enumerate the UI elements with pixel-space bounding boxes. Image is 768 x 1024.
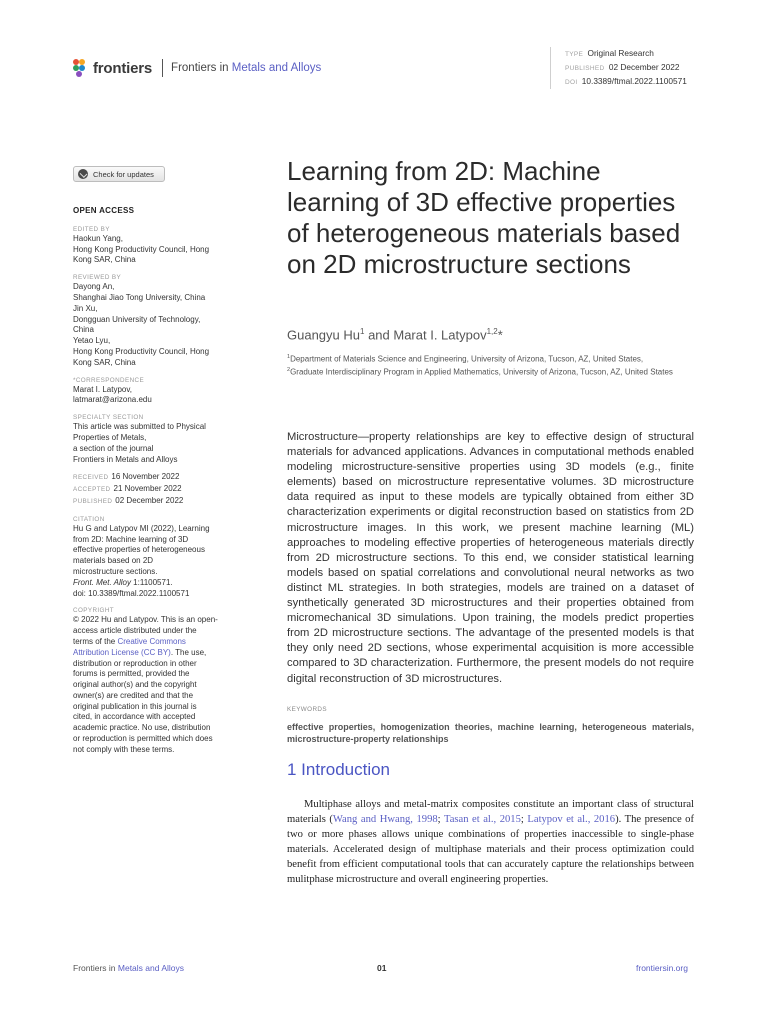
citation: Hu G and Latypov MI (2022), Learning from 2D: Machine learning of 3D effective properties of heterogeneous materials based on 2D microstructure sections. Front. Met. Alloy 1:1100571. doi: 10.3389/ftmal.2022.1100571 <box>73 524 239 600</box>
page-number: 01 <box>377 963 387 973</box>
affiliations <box>287 352 707 378</box>
article-dates <box>73 472 239 507</box>
journal-header <box>73 56 321 80</box>
affiliation-1: $^1$Department of Materials Science and Engineering, University of Arizona, Tucson, AZ, United States, <box>287 354 644 364</box>
cc-license-link[interactable]: Creative Commons <box>117 636 186 646</box>
edited-by-label: EDITED BY <box>73 225 110 233</box>
correspondence-email[interactable]: latmarat@arizona.edu <box>73 395 152 405</box>
correspondence: Marat I. Latypov, latmarat@arizona.edu <box>73 385 239 407</box>
sidebar <box>73 206 239 756</box>
citation-link[interactable]: Wang and Hwang, 1998 <box>332 814 438 826</box>
author-list: Guangyu Hu$^1$ and Marat I. Latypov$^{1,2}$* <box>287 327 503 343</box>
correspondence-label: *CORRESPONDENCE <box>73 376 145 384</box>
received-date: RECEIVED 16 November 2022 <box>73 472 180 482</box>
citation-label: CITATION <box>73 515 105 523</box>
accepted-date: ACCEPTED 21 November 2022 <box>73 484 182 494</box>
keywords: effective properties, homogenization theories, machine learning, heterogeneous materials, microstructure-property relationships <box>287 722 694 744</box>
check-updates-button[interactable]: Check for updates <box>73 166 165 182</box>
copyright: © 2022 Hu and Latypov. This is an open- access article distributed under the terms of the Creative Commons Attribution License (CC BY). The use, distribution or reproduction in other forums is permitted, provided the original author(s) and the copyright owner(s) are credited and that the original publication in this journal is cited, in accordance with accepted academic practice. No use, distribution or reproduction is permitted which does not comply with these terms. <box>73 615 218 754</box>
specialty-section: This article was submitted to Physical Properties of Metals, a section of the journal Frontiers in Metals and Alloys <box>73 422 206 464</box>
footer-site-link[interactable]: frontiersin.org <box>636 963 688 973</box>
keywords-label: KEYWORDS <box>287 706 327 713</box>
article-type: TYPE Original Research <box>565 48 654 58</box>
journal-name[interactable]: Frontiers in Metals and Alloys <box>171 62 322 74</box>
reviewed-by-label: REVIEWED BY <box>73 274 122 282</box>
frontiers-logo-icon <box>73 59 89 77</box>
frontiers-logo[interactable] <box>73 59 152 77</box>
article-doi[interactable]: DOI 10.3389/ftmal.2022.1100571 <box>565 76 687 86</box>
author-name[interactable]: Guangyu Hu <box>287 327 360 343</box>
specialty-section-label: SPECIALTY SECTION <box>73 414 144 422</box>
reviewed-by: Dayong An, Shanghai Jiao Tong University, China Jin Xu, Dongguan University of Technology, China Yetao Lyu, Hong Kong Productivity Council, Hong Kong SAR, China <box>73 282 210 367</box>
affiliation-2: $^2$Graduate Interdisciplinary Program in Applied Mathematics, University of Arizona, Tucson, AZ, United States <box>287 366 673 377</box>
open-access-label: OPEN ACCESS <box>73 206 135 215</box>
citation-link[interactable]: Tasan et al., 2015 <box>443 814 521 826</box>
article-published: PUBLISHED 02 December 2022 <box>565 62 680 72</box>
body-paragraph: Multiphase alloys and metal-matrix composites constitute an important class of structural materials (Wang and Hwang, 1998; Tasan et al., 2015; Latypov et al., 2016). The presence of two or more phases allows unique combinations of properties inaccessible to single-phase materials. Accelerated design of multiphase materials and their process optimization could benefit from efficient computational tools that can accurately capture the relationships between mulitphase microstructure and overall engineering properties. <box>287 799 695 886</box>
cc-license-link-cont[interactable]: Attribution License (CC BY) <box>73 647 171 657</box>
citation-link[interactable]: Latypov et al., 2016 <box>527 814 616 826</box>
header-divider <box>162 59 163 77</box>
edited-by: Haokun Yang, Hong Kong Productivity Council, Hong Kong SAR, China <box>73 233 210 265</box>
article-title: Learning from 2D: Machine learning of 3D effective properties of heterogeneous materials based on 2D microstructure sections <box>287 156 681 279</box>
article-meta <box>550 47 687 89</box>
logo-text: frontiers <box>93 59 153 77</box>
footer-journal[interactable]: Frontiers in Metals and Alloys <box>73 963 185 973</box>
check-updates-icon <box>78 169 88 179</box>
abstract: Microstructure—property relationships are key to effective design of structural materials for advanced applications. Advances in computational methods enabled modeling microstructure-sensitive properties using 3D models (e.g., finite elements) based on microstructure representative volumes. 3D microstructure data required as input to these models are typically obtained from either 3D characterization experiments or digital reconstruction based on statistics from 2D microstructure images. In this work, we present machine learning (ML) approaches to modeling effective properties of heterogeneous materials directly from 2D microstructure sections. To this end, we consider statistical learning models based on spatial correlations and convolutional neural networks as two distinct ML strategies. In both strategies, models are trained on a dataset of synthetically generated 3D microstructures and their properties obtained from micromechanical 3D simulations. Upon training, the models predict properties from 2D microstructure sections. The advantage of the presented models is that they only need 2D sections, whose experimental acquisition is more accessible compared to 3D characterization. Furthermore, the present models do not require digital reconstruction of 3D microstructures. <box>287 431 694 685</box>
author-name[interactable]: Marat I. Latypov <box>393 327 487 343</box>
copyright-label: COPYRIGHT <box>73 607 115 615</box>
citation-doi[interactable]: doi: 10.3389/ftmal.2022.1100571 <box>73 588 190 598</box>
published-date: PUBLISHED 02 December 2022 <box>73 495 184 505</box>
section-heading: 1 Introduction <box>287 760 391 779</box>
